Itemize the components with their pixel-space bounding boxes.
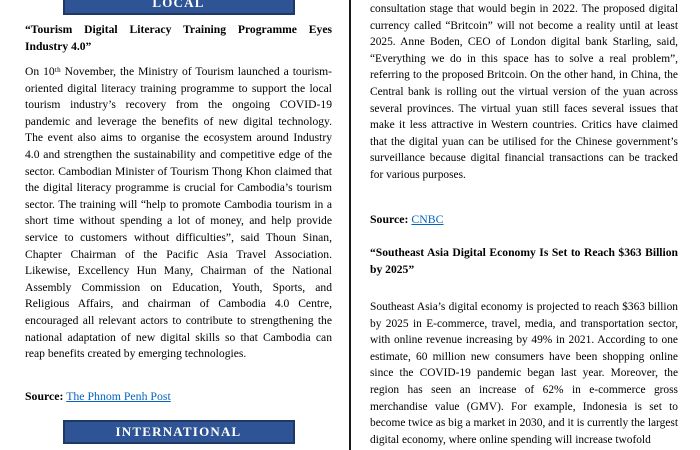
section-banner-international-label: INTERNATIONAL [115, 424, 242, 439]
article-body-tourism-digital-literacy: On 10ᵗʰ November, the Ministry of Tourism launched a tourism-oriented digital literacy training programme to support the local tourism industry’s recovery from the ongoing COVID-19 pandemic and leverage the benefits of new digital technology. The event also aims to organise the ecosystem around Industry 4.0 and strengthen the sustainability and competitive edge of the sector. Cambodian Minister of Tourism Thong Khon claimed that the digital literacy programme is crucial for Cambodia’s tourism sector. The training will “help to promote Cambodia tourism in a short time without spending a lot of money, and help provide service to customers without difficulties”, said Thoun Sinan, Chapter Chairman of the Pacific Asia Travel Association. Likewise, Excellency Hun Many, Chairman of the National Assembly Commission on Education, Youth, Sports, and Religious Affairs, and chairman of Cambodia 4.0 Centre, encouraged all relevant actors to contribute to strengthening the national adaptation of new digital skills so that Cambodia can reap benefits created by emerging technologies. [25, 65, 332, 361]
section-banner-local-label: LOCAL [152, 0, 205, 10]
section-banner-international [63, 420, 295, 444]
column-divider [349, 0, 351, 450]
right-column [370, 0, 678, 450]
source-link-phnom-penh-post[interactable]: The Phnom Penh Post [66, 389, 171, 403]
article-title-southeast-asia-digital-economy: “Southeast Asia Digital Economy Is Set to Reach $363 Billion by 2025” [370, 246, 678, 276]
left-column [25, 0, 332, 450]
source-line-local [25, 389, 332, 404]
article-body-southeast-asia-digital-economy: Southeast Asia’s digital economy is projected to reach $363 billion by 2025 in E-commerce, travel, media, and transportation sector, with online revenue increasing by 49% in 2021. According to one estimate, 60 million new consumers have been shopping online since the COVID-19 pandemic began last year. Moreover, the region has seen an increase of 62% in e-commerce gross merchandise value (GMV). For example, Indonesia is set to become twice as big a market in 2030, and it is currently the largest digital economy, where online spending will increase twofold [370, 301, 678, 446]
source-link-cnbc[interactable]: CNBC [411, 212, 444, 226]
source-label: Source: [370, 212, 409, 226]
article-title-tourism-digital-literacy: “Tourism Digital Literacy Training Programme Eyes Industry 4.0” [25, 23, 332, 53]
section-banner-local [63, 0, 295, 15]
article-body-britcoin-digital-yuan: consultation stage that would begin in 2022. The proposed digital currency called “Britcoin” will not become a reality until at least 2025. Anne Boden, CEO of London digital bank Starling, said, “Everything we do in this space has to solve a real problem”, referring to the proposed Britcoin. On the other hand, in China, the Central bank is rolling out the virtual version of the yuan across several provinces. The virtual yuan still faces several issues that make it less attractive in Western countries. Critics have claimed that the digital yuan can be utilised for the Chinese government’s surveillance because digital financial transactions can be tracked for various purposes. [370, 3, 678, 181]
source-label: Source: [25, 389, 64, 403]
source-line-cnbc [370, 212, 678, 227]
